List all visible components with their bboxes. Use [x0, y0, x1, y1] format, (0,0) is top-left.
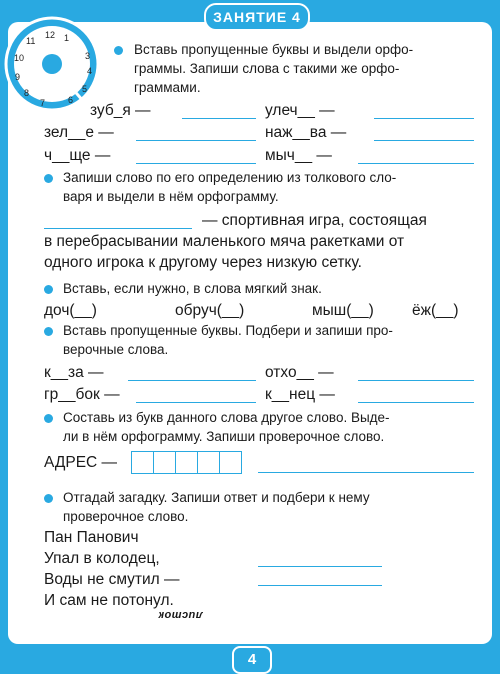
answer-line[interactable] — [136, 402, 256, 403]
answer-line[interactable] — [128, 380, 256, 381]
page-number: 4 — [232, 646, 272, 674]
task1-word: зуб_я — — [90, 102, 151, 119]
clock-number: 11 — [26, 36, 36, 46]
bullet-icon — [44, 414, 53, 423]
answer-line[interactable] — [44, 228, 192, 229]
clock-icon — [2, 14, 102, 114]
answer-line[interactable] — [374, 118, 474, 119]
letter-box[interactable] — [176, 452, 198, 473]
bullet-icon — [44, 285, 53, 294]
letter-box[interactable] — [154, 452, 176, 473]
task3-word[interactable]: доч(__) — [44, 302, 97, 319]
riddle-line: И сам не потонул. — [44, 592, 174, 609]
task5-word: АДРЕС — — [44, 454, 118, 471]
clock-number: 6 — [68, 95, 74, 105]
riddle-line: Пан Панович — [44, 529, 139, 546]
clock-number: 12 — [45, 30, 56, 40]
task2-definition-line: одного игрока к другому через низкую сетку. — [44, 254, 362, 271]
answer-line[interactable] — [136, 140, 256, 141]
answer-line[interactable] — [358, 402, 474, 403]
task2-instruction-line: варя и выдели в нём орфограмму. — [63, 189, 279, 204]
clock-number: 10 — [14, 53, 25, 63]
task5-instruction-line: ли в нём орфограмму. Запиши проверочное слово. — [63, 429, 385, 444]
task4-word: отхо__ — — [265, 364, 334, 381]
letter-box[interactable] — [198, 452, 220, 473]
answer-line[interactable] — [258, 566, 382, 567]
task2-instruction-line: Запиши слово по его определению из толкового сло- — [63, 170, 397, 185]
letter-box[interactable] — [132, 452, 154, 473]
riddle-line: Воды не смутил — — [44, 571, 180, 588]
clock-number: 7 — [40, 98, 46, 108]
clock-number: 3 — [85, 51, 91, 61]
answer-line[interactable] — [374, 140, 474, 141]
task1-instruction-line: граммами. — [134, 80, 201, 95]
answer-line[interactable] — [358, 380, 474, 381]
answer-line[interactable] — [258, 472, 474, 473]
task1-word: наж__ва — — [265, 124, 347, 141]
task6-instruction-line: проверочное слово. — [63, 509, 189, 524]
task4-word: к__за — — [44, 364, 104, 381]
task4-word: к__нец — — [265, 386, 335, 403]
task4-word: гр__бок — — [44, 386, 120, 403]
clock-number: 4 — [87, 66, 93, 76]
answer-line[interactable] — [258, 585, 382, 586]
clock-number: 1 — [64, 33, 70, 43]
task1-word: мыч__ — — [265, 147, 332, 164]
task3-instruction: Вставь, если нужно, в слова мягкий знак. — [63, 281, 322, 296]
task6-instruction-line: Отгадай загадку. Запиши ответ и подбери к нему — [63, 490, 370, 505]
task1-word: улеч__ — — [265, 102, 335, 119]
task3-word[interactable]: обруч(__) — [175, 302, 245, 319]
bullet-icon — [114, 46, 123, 55]
task4-instruction-line: верочные слова. — [63, 342, 169, 357]
riddle-line: Упал в колодец, — [44, 550, 160, 567]
lesson-title: ЗАНЯТИЕ 4 — [204, 3, 310, 31]
task3-word[interactable]: мыш(__) — [312, 302, 374, 319]
task2-definition-line: в перебрасывании маленького мяча ракетками от — [44, 233, 405, 250]
clock-number: 9 — [15, 72, 21, 82]
task4-instruction-line: Вставь пропущенные буквы. Подбери и запиши про- — [63, 323, 393, 338]
letter-box[interactable] — [220, 452, 241, 473]
riddle-answer: листок — [158, 609, 203, 621]
clock-number: 5 — [82, 84, 88, 94]
clock-number: 8 — [24, 88, 30, 98]
bullet-icon — [44, 494, 53, 503]
task3-word[interactable]: ёж(__) — [412, 302, 459, 319]
task1-word: ч__ще — — [44, 147, 111, 164]
letter-boxes[interactable] — [131, 451, 242, 474]
task2-definition-line: — спортивная игра, состоящая — [202, 212, 427, 229]
answer-line[interactable] — [358, 163, 474, 164]
task1-instruction-line: Вставь пропущенные буквы и выдели орфо- — [134, 42, 414, 57]
task1-instruction-line: граммы. Запиши слова с такими же орфо- — [134, 61, 400, 76]
task1-word: зел__е — — [44, 124, 114, 141]
answer-line[interactable] — [136, 163, 256, 164]
bullet-icon — [44, 327, 53, 336]
answer-line[interactable] — [182, 118, 256, 119]
task5-instruction-line: Составь из букв данного слова другое слово. Выде- — [63, 410, 390, 425]
bullet-icon — [44, 174, 53, 183]
